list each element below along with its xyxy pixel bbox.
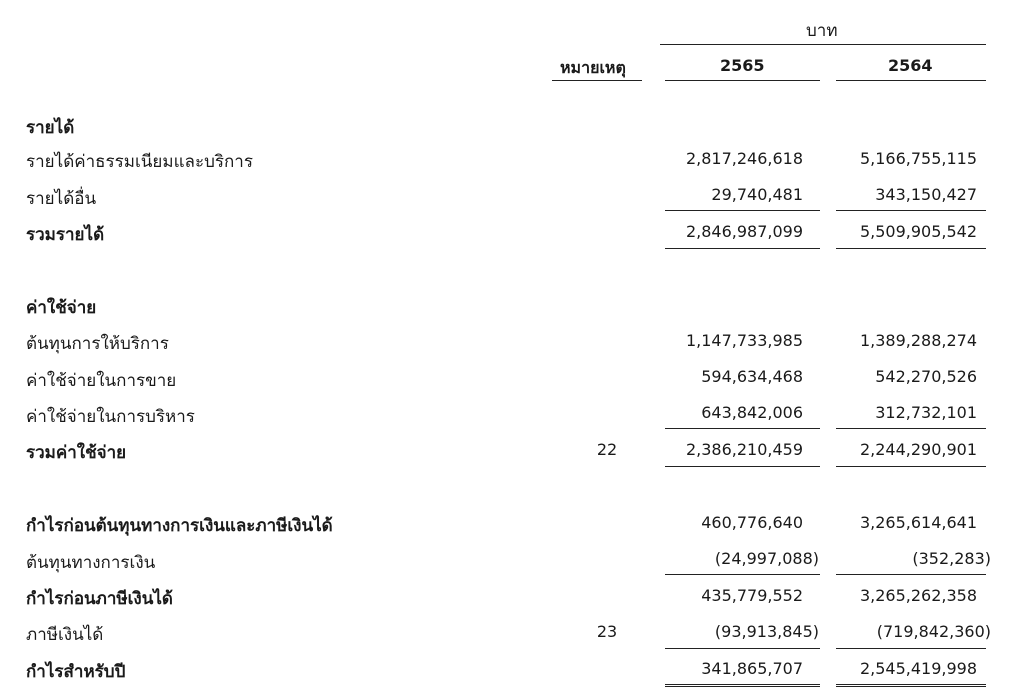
profit-line-2565: [665, 648, 820, 649]
expenses-subtotal-line-2565: [665, 428, 820, 429]
year-2565-header: 2565: [720, 56, 765, 75]
row-label-admin-expenses: ค่าใช้จ่ายในการบริหาร: [26, 407, 195, 427]
value-2565-profit-for-year: 341,865,707: [701, 659, 803, 678]
note-header-underline: [552, 80, 642, 81]
row-label-ebit: กำไรก่อนต้นทุนทางการเงินและภาษีเงินได้: [26, 516, 333, 536]
note-ref-23: 23: [596, 622, 618, 641]
note-ref-22: 22: [596, 440, 618, 459]
expenses-total-line-2565: [665, 466, 820, 467]
value-2564-ebit: 3,265,614,641: [859, 513, 977, 532]
year-2565-underline: [665, 80, 820, 81]
value-2565-finance-costs: (24,997,088): [714, 549, 819, 568]
row-label-cost-of-services: ต้นทุนการให้บริการ: [26, 334, 169, 354]
row-label-finance-costs: ต้นทุนทางการเงิน: [26, 553, 156, 573]
value-2564-income-tax: (719,842,360): [876, 622, 991, 641]
currency-underline: [660, 44, 986, 45]
value-2564-profit-for-year: 2,545,419,998: [859, 659, 977, 678]
value-2565-admin-expenses: 643,842,006: [701, 403, 803, 422]
expenses-subtotal-line-2564: [836, 428, 986, 429]
row-label-total-expenses: รวมค่าใช้จ่าย: [26, 443, 127, 463]
pretax-line-2565: [665, 574, 820, 575]
value-2564-admin-expenses: 312,732,101: [875, 403, 977, 422]
value-2564-total-revenue: 5,509,905,542: [859, 222, 977, 241]
revenue-heading: รายได้: [26, 118, 75, 138]
subtotal-line-2565: [665, 210, 820, 211]
value-2564-selling-expenses: 542,270,526: [875, 367, 977, 386]
value-2564-other-income: 343,150,427: [875, 185, 977, 204]
pretax-line-2564: [836, 574, 986, 575]
value-2565-selling-expenses: 594,634,468: [701, 367, 803, 386]
value-2565-fee-revenue: 2,817,246,618: [685, 149, 803, 168]
expenses-total-line-2564: [836, 466, 986, 467]
row-label-fee-revenue: รายได้ค่าธรรมเนียมและบริการ: [26, 152, 253, 172]
value-2564-cost-of-services: 1,389,288,274: [859, 331, 977, 350]
row-label-income-tax: ภาษีเงินได้: [26, 625, 104, 645]
currency-header: บาท: [806, 21, 838, 41]
value-2565-ebit: 460,776,640: [701, 513, 803, 532]
row-label-other-income: รายได้อื่น: [26, 189, 97, 209]
value-2564-finance-costs: (352,283): [912, 549, 991, 568]
value-2564-total-expenses: 2,244,290,901: [859, 440, 977, 459]
subtotal-line-2564: [836, 210, 986, 211]
value-2565-cost-of-services: 1,147,733,985: [685, 331, 803, 350]
value-2565-total-expenses: 2,386,210,459: [685, 440, 803, 459]
profit-double-underline-2564: [836, 684, 986, 687]
value-2564-fee-revenue: 5,166,755,115: [859, 149, 977, 168]
year-2564-underline: [836, 80, 986, 81]
note-column-header: หมายเหตุ: [560, 58, 626, 77]
value-2565-other-income: 29,740,481: [711, 185, 803, 204]
value-2565-income-tax: (93,913,845): [714, 622, 819, 641]
row-label-profit-for-year: กำไรสำหรับปี: [26, 662, 126, 682]
row-label-profit-before-tax: กำไรก่อนภาษีเงินได้: [26, 589, 173, 609]
profit-double-underline-2565: [665, 684, 820, 687]
year-2564-header: 2564: [888, 56, 933, 75]
row-label-selling-expenses: ค่าใช้จ่ายในการขาย: [26, 371, 177, 391]
value-2564-profit-before-tax: 3,265,262,358: [859, 586, 977, 605]
value-2565-profit-before-tax: 435,779,552: [701, 586, 803, 605]
total-line-2565: [665, 248, 820, 249]
profit-line-2564: [836, 648, 986, 649]
expenses-heading: ค่าใช้จ่าย: [26, 298, 97, 318]
value-2565-total-revenue: 2,846,987,099: [685, 222, 803, 241]
total-line-2564: [836, 248, 986, 249]
row-label-total-revenue: รวมรายได้: [26, 225, 105, 245]
